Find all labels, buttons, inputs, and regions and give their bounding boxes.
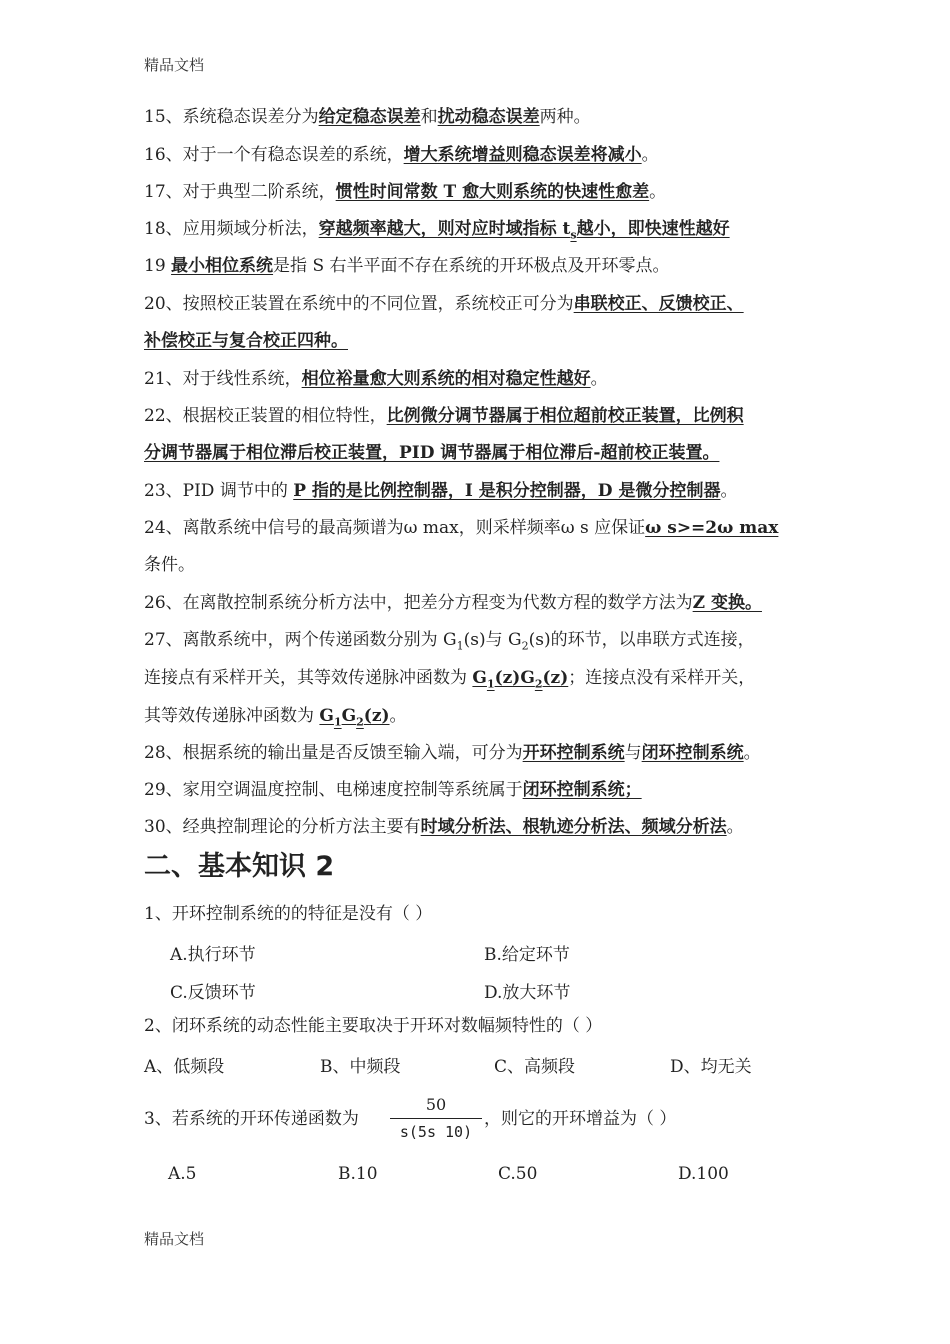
q3-option-a: A.5	[168, 1164, 197, 1184]
q3-option-c: C.50	[498, 1164, 538, 1184]
fraction-denominator: s(5s 10)	[399, 1123, 473, 1141]
question-3-suffix: ，则它的开环增益为（ ）	[484, 1109, 677, 1129]
item-21: 21、对于线性系统，相位裕量愈大则系统的相对稳定性越好。	[144, 369, 608, 389]
page-header: 精品文档	[144, 56, 205, 74]
q2-option-c: C、高频段	[494, 1057, 576, 1077]
q1-option-a: A.执行环节	[170, 945, 256, 965]
item-27-cont2: 其等效传递脉冲函数为 $G_1G_2(z)$。	[144, 706, 407, 729]
fraction-numerator: 50	[390, 1095, 482, 1119]
page-footer: 精品文档	[144, 1230, 205, 1248]
item-22: 22、根据校正装置的相位特性，比例微分调节器属于相位超前校正装置，比例积	[144, 406, 744, 426]
item-24-cont: 条件。	[144, 555, 195, 575]
q2-option-b: B、中频段	[320, 1057, 401, 1077]
item-27-cont: 连接点有采样开关，其等效传递脉冲函数为 $G_1(z)G_2(z)$；连接点没有采样开关，	[144, 668, 756, 691]
q1-option-b: B.给定环节	[484, 945, 570, 965]
item-28: 28、根据系统的输出量是否反馈至输入端，可分为开环控制系统与闭环控制系统。	[144, 743, 761, 763]
item-26: 26、在离散控制系统分析方法中，把差分方程变为代数方程的数学方法为Z 变换。	[144, 593, 762, 613]
item-23: 23、PID 调节中的 P 指的是比例控制器，I 是积分控制器，D 是微分控制器。	[144, 481, 738, 501]
item-19: 19 最小相位系统是指 S 右半平面不存在系统的开环极点及开环零点。	[144, 256, 670, 276]
q3-option-b: B.10	[338, 1164, 378, 1184]
item-22-cont: 分调节器属于相位滞后校正装置，PID 调节器属于相位滞后-超前校正装置。	[144, 443, 720, 463]
question-2: 2、闭环系统的动态性能主要取决于开环对数幅频特性的（ ）	[144, 1016, 603, 1036]
item-30: 30、经典控制理论的分析方法主要有时域分析法、根轨迹分析法、频域分析法。	[144, 817, 744, 837]
item-15: 15、系统稳态误差分为给定稳态误差和扰动稳态误差两种。	[144, 107, 591, 127]
q3-option-d: D.100	[678, 1164, 729, 1184]
item-27: 27、离散系统中，两个传递函数分别为 $G_1(s)$与 $G_2(s)$的环节，以串联方式连接，	[144, 630, 755, 653]
item-24: 24、离散系统中信号的最高频谱为ω max，则采样频率ω s 应保证ω s>=2ω max	[144, 518, 779, 538]
q1-option-c: C.反馈环节	[170, 983, 256, 1003]
q2-option-a: A、低频段	[144, 1057, 225, 1077]
item-18: 18、应用频域分析法，穿越频率越大，则对应时域指标 $t_s$越小，即快速性越好	[144, 219, 730, 242]
item-16: 16、对于一个有稳态误差的系统，增大系统增益则稳态误差将减小。	[144, 145, 659, 165]
transfer-function-fraction	[390, 1095, 482, 1141]
question-1: 1、开环控制系统的的特征是没有（ ）	[144, 904, 433, 924]
item-17: 17、对于典型二阶系统，惯性时间常数 T 愈大则系统的快速性愈差。	[144, 182, 667, 202]
item-20-cont: 补偿校正与复合校正四种。	[144, 331, 348, 351]
item-29: 29、家用空调温度控制、电梯速度控制等系统属于闭环控制系统；	[144, 780, 642, 800]
section-heading: 二、基本知识 2	[144, 851, 335, 882]
item-20: 20、按照校正装置在系统中的不同位置，系统校正可分为串联校正、反馈校正、	[144, 294, 744, 314]
question-3-prefix: 3、若系统的开环传递函数为	[144, 1109, 359, 1129]
q2-option-d: D、均无关	[670, 1057, 752, 1077]
q1-option-d: D.放大环节	[484, 983, 571, 1003]
